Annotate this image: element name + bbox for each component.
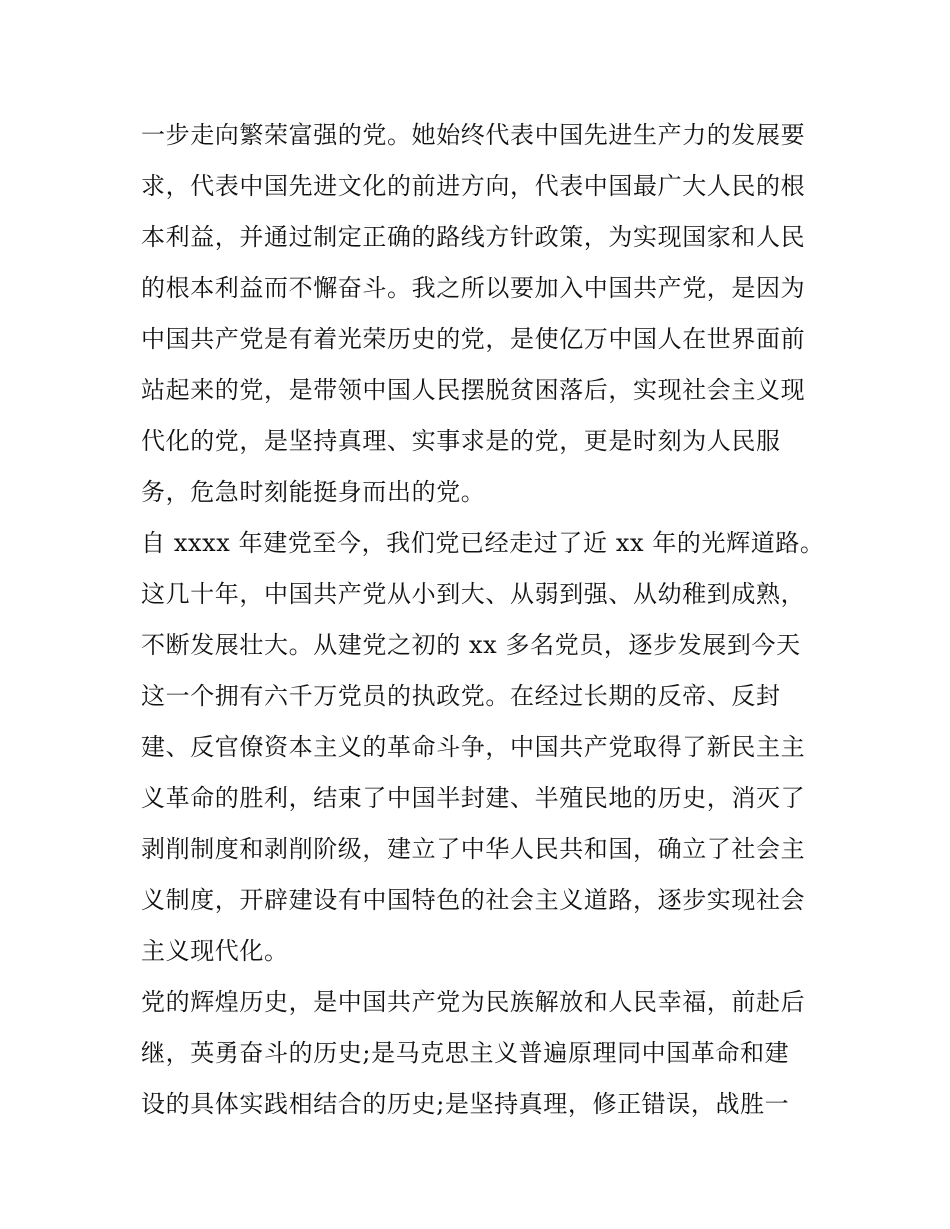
text-line: 务，危急时刻能挺身而出的党。 <box>141 478 486 506</box>
text-line: 一步走向繁荣富强的党。她始终代表中国先进生产力的发展要 <box>141 121 806 149</box>
text-line: 站起来的党，是带领中国人民摆脱贫困落后，实现社会主义现 <box>141 376 806 404</box>
text-line: 继，英勇奋斗的历史;是马克思主义普遍原理同中国革命和建 <box>141 1039 790 1067</box>
text-line: 本利益，并通过制定正确的路线方针政策，为实现国家和人民 <box>141 223 806 251</box>
text-line: 义革命的胜利，结束了中国半封建、半殖民地的历史，消灭了 <box>141 784 806 812</box>
text-line: 求，代表中国先进文化的前进方向，代表中国最广大人民的根 <box>141 172 806 200</box>
text-line: 设的具体实践相结合的历史;是坚持真理，修正错误，战胜一 <box>141 1090 790 1118</box>
text-line: 的根本利益而不懈奋斗。我之所以要加入中国共产党，是因为 <box>141 274 806 302</box>
text-line: 义制度，开辟建设有中国特色的社会主义道路，逐步实现社会 <box>141 886 806 914</box>
document-body <box>141 110 825 1130</box>
text-line: 建、反官僚资本主义的革命斗争，中国共产党取得了新民主主 <box>141 733 806 761</box>
text-line: 自 xxxx 年建党至今，我们党已经走过了近 xx 年的光辉道路。 <box>141 529 825 557</box>
text-line: 这几十年，中国共产党从小到大、从弱到强、从幼稚到成熟， <box>141 580 806 608</box>
text-line: 这一个拥有六千万党员的执政党。在经过长期的反帝、反封 <box>141 682 781 710</box>
text-line: 剥削制度和剥削阶级，建立了中华人民共和国，确立了社会主 <box>141 835 806 863</box>
text-line: 党的辉煌历史，是中国共产党为民族解放和人民幸福，前赴后 <box>141 988 806 1016</box>
text-line: 不断发展壮大。从建党之初的 xx 多名党员，逐步发展到今天 <box>141 631 801 659</box>
text-line: 主义现代化。 <box>141 937 289 965</box>
text-line: 代化的党，是坚持真理、实事求是的党，更是时刻为人民服 <box>141 427 781 455</box>
text-line: 中国共产党是有着光荣历史的党，是使亿万中国人在世界面前 <box>141 325 806 353</box>
